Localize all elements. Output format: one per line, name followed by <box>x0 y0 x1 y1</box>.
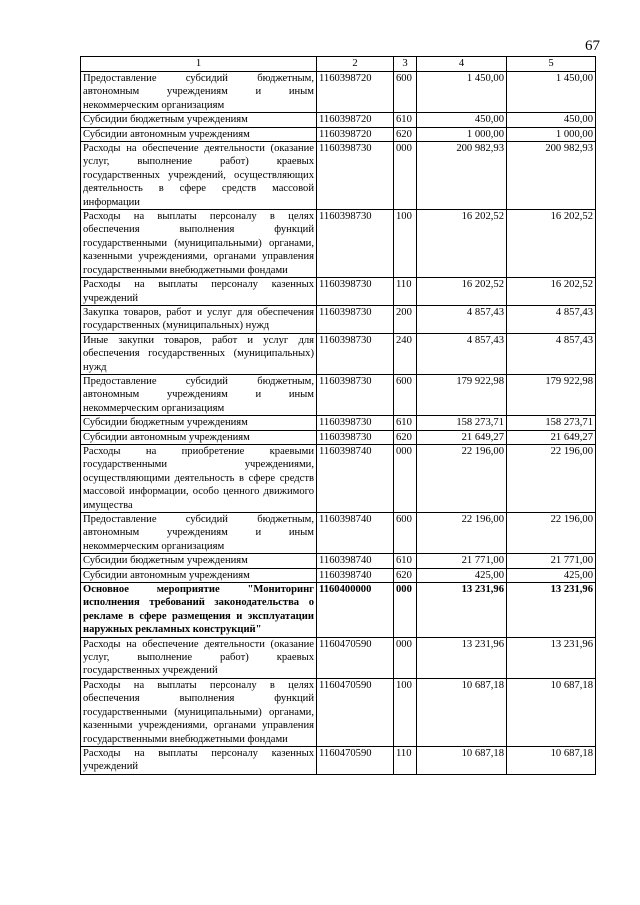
header-row <box>81 57 596 72</box>
table-row <box>81 430 596 444</box>
row-description: Субсидии бюджетным учреждениям <box>81 554 317 568</box>
row-expense-type: 200 <box>394 305 417 333</box>
row-expense-type: 600 <box>394 374 417 415</box>
row-target-code: 1160398730 <box>317 210 394 278</box>
row-expense-type: 110 <box>394 278 417 306</box>
column-header-4: 4 <box>417 57 507 72</box>
row-target-code: 1160470590 <box>317 637 394 678</box>
row-target-code: 1160398730 <box>317 374 394 415</box>
table-row <box>81 72 596 113</box>
row-amount-col4: 10 687,18 <box>417 746 507 774</box>
table-row <box>81 554 596 568</box>
row-target-code: 1160398730 <box>317 333 394 374</box>
row-amount-col4: 21 649,27 <box>417 430 507 444</box>
row-expense-type: 100 <box>394 210 417 278</box>
row-description: Предоставление субсидий бюджетным, автономным учреждениям и иным некоммерческим организациям <box>81 72 317 113</box>
row-description: Основное мероприятие "Мониторинг исполнения требований законодательства о рекламе в сфере размещения и эксплуатации наружных рекламных конструкций" <box>81 583 317 638</box>
row-description: Расходы на выплаты персоналу в целях обеспечения выполнения функций государственными (муниципальными) органами, казенными учреждениями, органами управления государственными внебюджетными фондами <box>81 678 317 746</box>
row-amount-col5: 200 982,93 <box>507 142 596 210</box>
row-amount-col4: 450,00 <box>417 113 507 127</box>
table-row <box>81 513 596 554</box>
row-target-code: 1160398740 <box>317 444 394 512</box>
row-description: Расходы на выплаты персоналу казенных учреждений <box>81 746 317 774</box>
row-amount-col4: 16 202,52 <box>417 278 507 306</box>
page-number: 67 <box>585 38 600 54</box>
row-target-code: 1160398740 <box>317 554 394 568</box>
row-expense-type: 100 <box>394 678 417 746</box>
row-description: Субсидии автономным учреждениям <box>81 127 317 141</box>
row-amount-col5: 21 771,00 <box>507 554 596 568</box>
row-expense-type: 000 <box>394 637 417 678</box>
row-expense-type: 610 <box>394 113 417 127</box>
row-amount-col4: 13 231,96 <box>417 637 507 678</box>
table-row <box>81 583 596 638</box>
row-description: Расходы на обеспечение деятельности (оказание услуг, выполнение работ) краевых государственных учреждений, осуществляющих деятельность в сфере средств массовой информации <box>81 142 317 210</box>
table-row <box>81 374 596 415</box>
row-expense-type: 620 <box>394 430 417 444</box>
row-expense-type: 620 <box>394 127 417 141</box>
row-description: Закупка товаров, работ и услуг для обеспечения государственных (муниципальных) нужд <box>81 305 317 333</box>
row-description: Расходы на обеспечение деятельности (оказание услуг, выполнение работ) краевых государственных учреждений <box>81 637 317 678</box>
row-amount-col5: 4 857,43 <box>507 305 596 333</box>
row-amount-col5: 22 196,00 <box>507 513 596 554</box>
table-row <box>81 278 596 306</box>
row-description: Расходы на выплаты персоналу в целях обеспечения выполнения функций государственными (муниципальными) органами, казенными учреждениями, органами управления государственными внебюджетными фондами <box>81 210 317 278</box>
row-expense-type: 610 <box>394 554 417 568</box>
row-amount-col4: 425,00 <box>417 568 507 582</box>
row-amount-col4: 179 922,98 <box>417 374 507 415</box>
row-amount-col5: 179 922,98 <box>507 374 596 415</box>
row-amount-col5: 4 857,43 <box>507 333 596 374</box>
table-row <box>81 113 596 127</box>
row-target-code: 1160398720 <box>317 113 394 127</box>
row-amount-col4: 1 000,00 <box>417 127 507 141</box>
row-amount-col5: 16 202,52 <box>507 210 596 278</box>
column-header-5: 5 <box>507 57 596 72</box>
row-target-code: 1160398740 <box>317 513 394 554</box>
row-description: Субсидии бюджетным учреждениям <box>81 113 317 127</box>
row-amount-col5: 16 202,52 <box>507 278 596 306</box>
row-amount-col4: 10 687,18 <box>417 678 507 746</box>
row-description: Расходы на приобретение краевыми государственными учреждениями, осуществляющими деятельность в сфере средств массовой информации, особо ценного движимого имущества <box>81 444 317 512</box>
row-expense-type: 000 <box>394 142 417 210</box>
row-target-code: 1160398730 <box>317 430 394 444</box>
table-row <box>81 444 596 512</box>
row-amount-col4: 13 231,96 <box>417 583 507 638</box>
table-row <box>81 210 596 278</box>
column-header-3: 3 <box>394 57 417 72</box>
row-amount-col4: 22 196,00 <box>417 513 507 554</box>
row-amount-col4: 4 857,43 <box>417 305 507 333</box>
table-row <box>81 333 596 374</box>
row-expense-type: 600 <box>394 72 417 113</box>
row-amount-col4: 4 857,43 <box>417 333 507 374</box>
row-amount-col4: 16 202,52 <box>417 210 507 278</box>
row-amount-col5: 158 273,71 <box>507 416 596 430</box>
row-amount-col5: 1 450,00 <box>507 72 596 113</box>
row-description: Расходы на выплаты персоналу казенных учреждений <box>81 278 317 306</box>
row-description: Субсидии автономным учреждениям <box>81 430 317 444</box>
table-body <box>81 72 596 775</box>
row-target-code: 1160400000 <box>317 583 394 638</box>
row-amount-col5: 13 231,96 <box>507 637 596 678</box>
row-expense-type: 110 <box>394 746 417 774</box>
row-expense-type: 610 <box>394 416 417 430</box>
row-amount-col5: 10 687,18 <box>507 678 596 746</box>
table-row <box>81 416 596 430</box>
row-target-code: 1160398720 <box>317 72 394 113</box>
column-header-1: 1 <box>81 57 317 72</box>
row-expense-type: 600 <box>394 513 417 554</box>
row-description: Субсидии бюджетным учреждениям <box>81 416 317 430</box>
row-target-code: 1160398740 <box>317 568 394 582</box>
row-target-code: 1160398730 <box>317 416 394 430</box>
table-row <box>81 637 596 678</box>
row-amount-col5: 22 196,00 <box>507 444 596 512</box>
row-target-code: 1160398730 <box>317 142 394 210</box>
column-header-2: 2 <box>317 57 394 72</box>
table-row <box>81 678 596 746</box>
row-amount-col5: 10 687,18 <box>507 746 596 774</box>
row-amount-col4: 1 450,00 <box>417 72 507 113</box>
row-target-code: 1160398720 <box>317 127 394 141</box>
row-target-code: 1160470590 <box>317 746 394 774</box>
row-expense-type: 000 <box>394 583 417 638</box>
row-amount-col4: 200 982,93 <box>417 142 507 210</box>
table-row <box>81 142 596 210</box>
table-row <box>81 746 596 774</box>
row-target-code: 1160398730 <box>317 278 394 306</box>
row-description: Субсидии автономным учреждениям <box>81 568 317 582</box>
row-target-code: 1160398730 <box>317 305 394 333</box>
row-target-code: 1160470590 <box>317 678 394 746</box>
row-amount-col5: 1 000,00 <box>507 127 596 141</box>
row-amount-col5: 450,00 <box>507 113 596 127</box>
row-description: Предоставление субсидий бюджетным, автономным учреждениям и иным некоммерческим организациям <box>81 374 317 415</box>
row-amount-col4: 22 196,00 <box>417 444 507 512</box>
row-amount-col5: 21 649,27 <box>507 430 596 444</box>
row-amount-col4: 158 273,71 <box>417 416 507 430</box>
row-amount-col4: 21 771,00 <box>417 554 507 568</box>
row-expense-type: 240 <box>394 333 417 374</box>
row-expense-type: 000 <box>394 444 417 512</box>
row-description: Иные закупки товаров, работ и услуг для обеспечения государственных (муниципальных) нужд <box>81 333 317 374</box>
table-row <box>81 568 596 582</box>
row-description: Предоставление субсидий бюджетным, автономным учреждениям и иным некоммерческим организациям <box>81 513 317 554</box>
row-expense-type: 620 <box>394 568 417 582</box>
table-row <box>81 127 596 141</box>
table-row <box>81 305 596 333</box>
row-amount-col5: 13 231,96 <box>507 583 596 638</box>
row-amount-col5: 425,00 <box>507 568 596 582</box>
budget-table <box>80 56 596 775</box>
